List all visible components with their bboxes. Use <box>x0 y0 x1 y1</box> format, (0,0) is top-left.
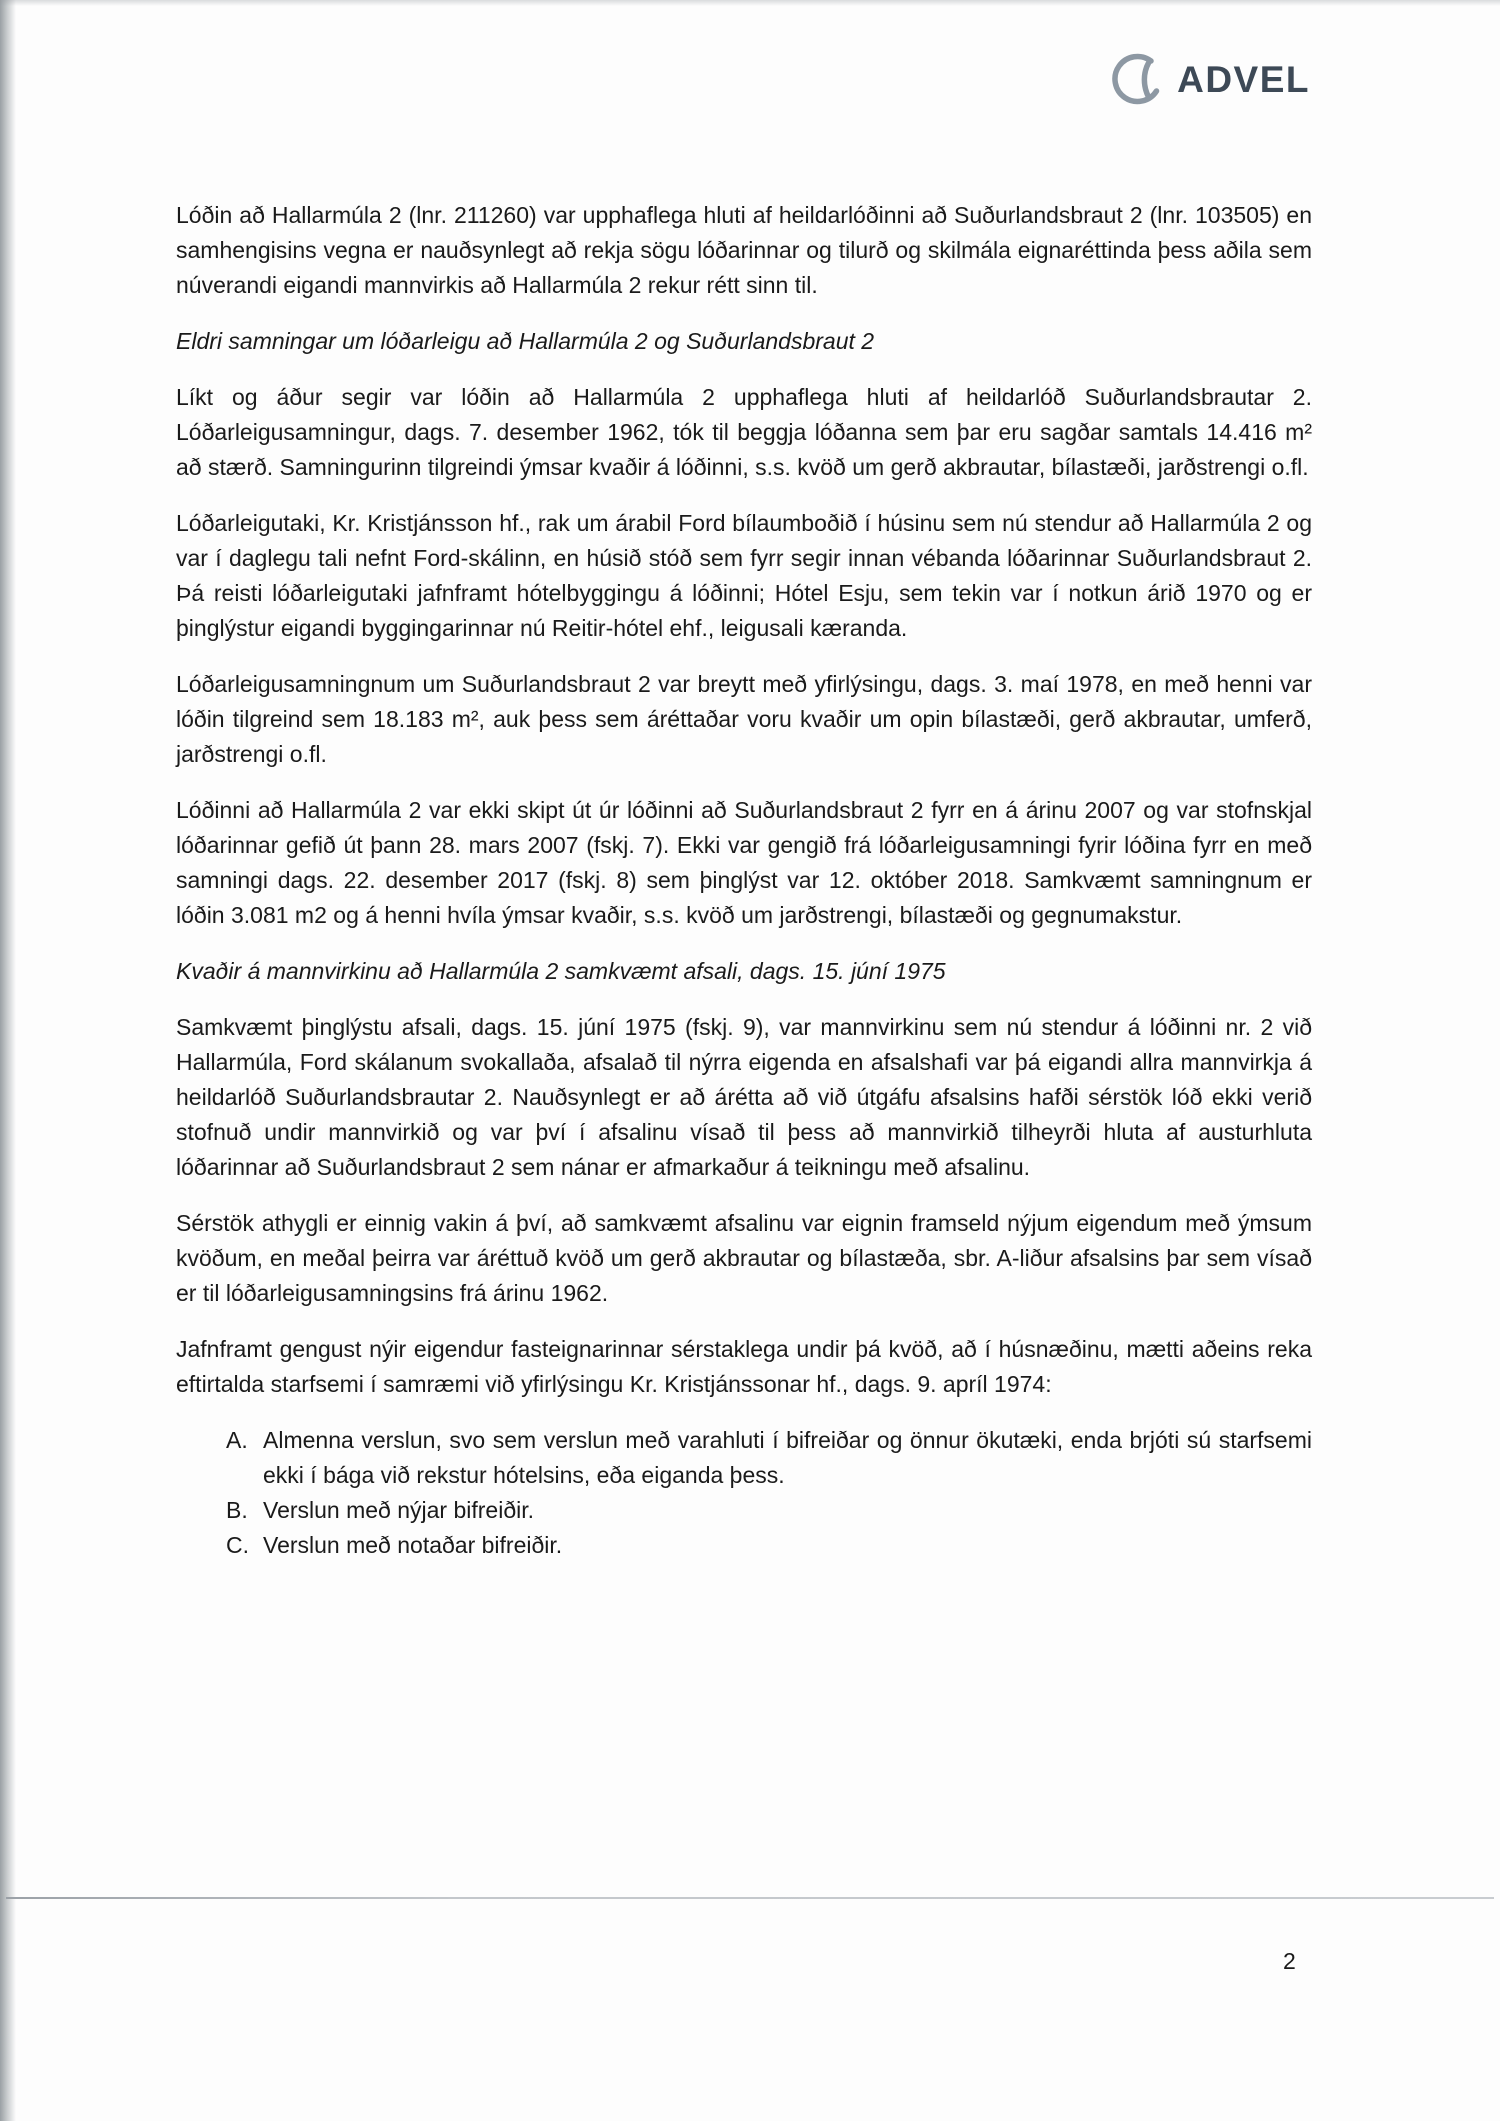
list-marker-c: C. <box>226 1532 249 1558</box>
scan-top-artifact <box>0 0 1500 6</box>
paragraph-deed-1975: Samkvæmt þinglýstu afsali, dags. 15. júní 1975 (fskj. 9), var mannvirkinu sem nú stendur á lóðinni nr. 2 við Hallarmúla, Ford skálanum svokallaða, afsalað til nýrra eigenda en afsalshafi var þá eigandi allra mannvirkja á heildarlóð Suðurlandsbrautar 2. Nauðsynlegt er að árétta að við útgáfu afsalsins hafði sérstök lóð ekki verið stofnuð undir mannvirkið og var því í afsalinu vísað til þess að mannvirkið tilheyrði hluta af austurhluta lóðarinnar að Suðurlandsbraut 2 sem nánar er afmarkaður á teikningu með afsalinu. <box>176 1014 1312 1180</box>
section-heading-deed-obligations: Kvaðir á mannvirkinu að Hallarmúla 2 samkvæmt afsali, dags. 15. júní 1975 <box>176 958 946 984</box>
list-item-b <box>226 1493 1312 1528</box>
scan-edge-artifact <box>0 0 16 2121</box>
list-marker-a: A. <box>226 1427 248 1453</box>
list-item-c <box>226 1528 1312 1563</box>
list-text-c: Verslun með notaðar bifreiðir. <box>263 1532 563 1558</box>
paragraph-intro: Lóðin að Hallarmúla 2 (lnr. 211260) var upphaflega hluti af heildarlóðinni að Suðurlandsbraut 2 (lnr. 103505) en samhengisins vegna er nauðsynlegt að rekja sögu lóðarinnar og tilurð og skilmála eignaréttinda þess aðila sem núverandi eigandi mannvirkis að Hallarmúla 2 rekur rétt sinn til. <box>176 202 1312 298</box>
page-number: 2 <box>1283 1948 1296 1974</box>
paragraph-lease-1962: Líkt og áður segir var lóðin að Hallarmúla 2 upphaflega hluti af heildarlóð Suðurlandsbrautar 2. Lóðarleigusamningur, dags. 7. desember 1962, tók til beggja lóðanna sem þar eru sagðar samtals 14.416 m² að stærð. Samningurinn tilgreindi ýmsar kvaðir á lóðinni, s.s. kvöð um gerð akbrautar, bílastæði, jarðstrengi o.fl. <box>176 384 1312 480</box>
list-text-b: Verslun með nýjar bifreiðir. <box>263 1497 535 1523</box>
paragraph-obligations-transfer: Sérstök athygli er einnig vakin á því, að samkvæmt afsalinu var eignin framseld nýjum eigendum með ýmsum kvöðum, en meðal þeirra var áréttuð kvöð um gerð akbrautar og bílastæða, sbr. A-liður afsalsins þar sem vísað er til lóðarleigusamningsins frá árinu 1962. <box>176 1210 1312 1306</box>
paragraph-ford-skalinn: Lóðarleigutaki, Kr. Kristjánsson hf., rak um árabil Ford bílaumboðið í húsinu sem nú stendur að Hallarmúla 2 og var í daglegu tali nefnt Ford-skálinn, en húsið stóð sem fyrr segir innan vébanda lóðarinnar Suðurlandsbraut 2. Þá reisti lóðarleigutaki jafnframt hótelbyggingu á lóðinni; Hótel Esju, sem tekin var í notkun árið 1970 og er þinglýstur eigandi byggingarinnar nú Reitir-hótel ehf., leigusali kæranda. <box>176 510 1312 641</box>
advel-logo-icon <box>1110 52 1168 108</box>
section-heading-older-lease-agreements: Eldri samningar um lóðarleigu að Hallarmúla 2 og Suðurlandsbraut 2 <box>176 328 875 354</box>
permitted-activities-list <box>176 1423 1312 1563</box>
footer-divider <box>6 1897 1494 1899</box>
advel-logo-text: ADVEL <box>1177 59 1310 100</box>
document-body <box>176 198 1312 1563</box>
advel-logo <box>1110 52 1310 108</box>
list-text-a: Almenna verslun, svo sem verslun með varahluti í bifreiðar og önnur ökutæki, enda brjóti sú starfsemi ekki í bága við rekstur hótelsins, eða eiganda þess. <box>263 1427 1312 1488</box>
list-marker-b: B. <box>226 1497 248 1523</box>
list-item-a <box>226 1423 1312 1493</box>
paragraph-plot-split-2007: Lóðinni að Hallarmúla 2 var ekki skipt út úr lóðinni að Suðurlandsbraut 2 fyrr en á árinu 2007 og var stofnskjal lóðarinnar gefið út þann 28. mars 2007 (fskj. 7). Ekki var gengið frá lóðarleigusamningi fyrir lóðina fyrr en með samningi dags. 22. desember 2017 (fskj. 8) sem þinglýst var 12. október 2018. Samkvæmt samningnum er lóðin 3.081 m2 og á henni hvíla ýmsar kvaðir, s.s. kvöð um jarðstrengi, bílastæði og gegnumakstur. <box>176 797 1312 928</box>
paragraph-declaration-1978: Lóðarleigusamningnum um Suðurlandsbraut 2 var breytt með yfirlýsingu, dags. 3. maí 1978, en með henni var lóðin tilgreind sem 18.183 m², auk þess sem áréttaðar voru kvaðir um opin bílastæði, gerð akbrautar, umferð, jarðstrengi o.fl. <box>176 671 1312 767</box>
paragraph-permitted-activities-intro: Jafnframt gengust nýir eigendur fasteignarinnar sérstaklega undir þá kvöð, að í húsnæðinu, mætti aðeins reka eftirtalda starfsemi í samræmi við yfirlýsingu Kr. Kristjánssonar hf., dags. 9. apríl 1974: <box>176 1336 1312 1397</box>
